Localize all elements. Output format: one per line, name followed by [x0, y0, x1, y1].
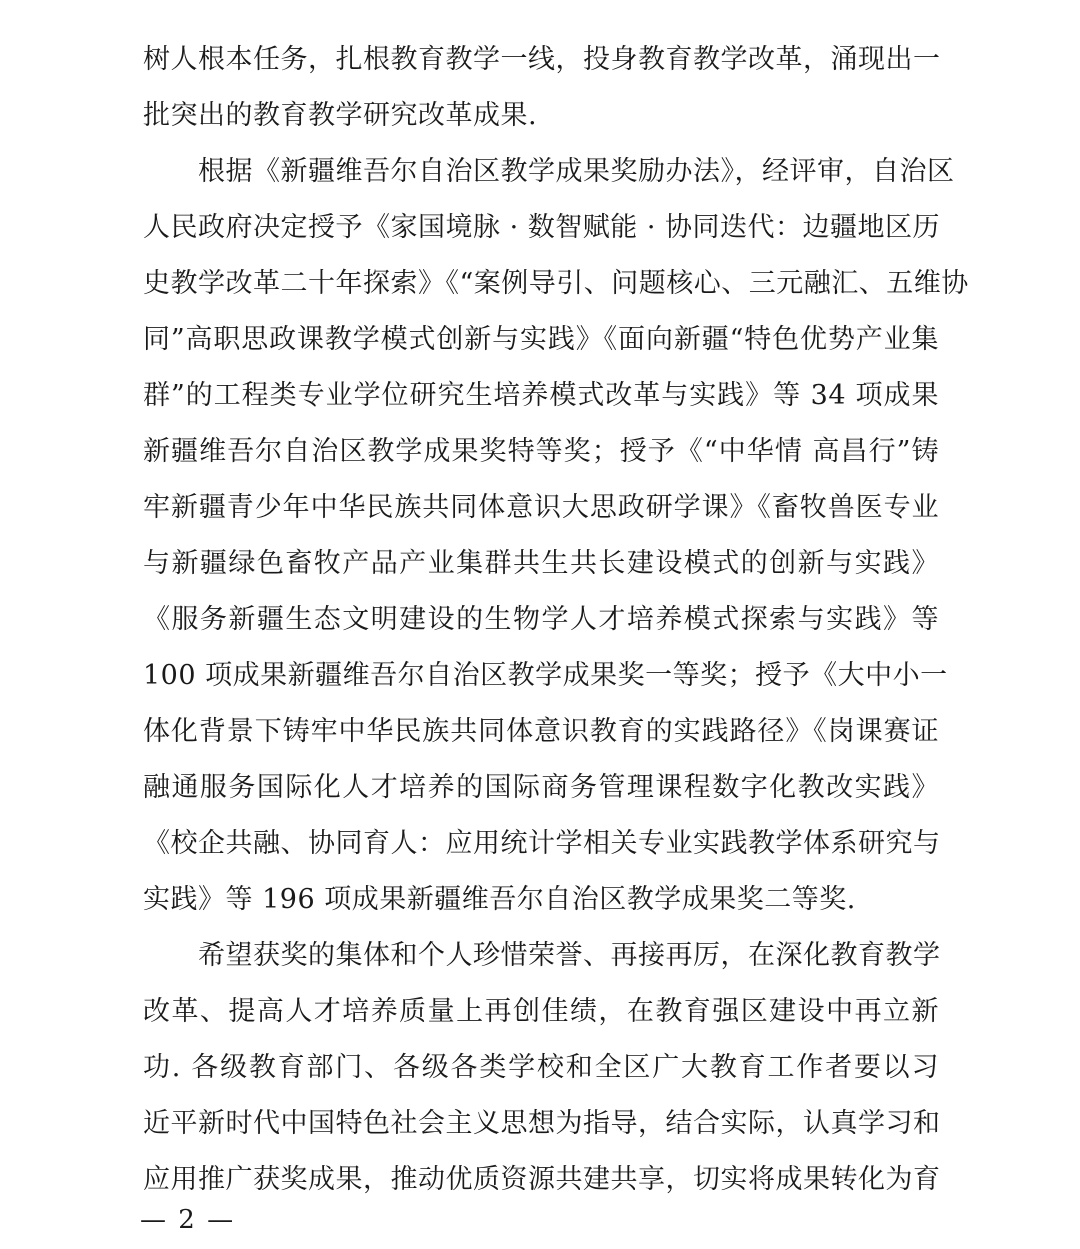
paragraph-2-line-3: 史教学改革二十年探索》《“案例导引、问题核心、三元融汇、五维协	[143, 268, 969, 299]
paragraph-2-line-6: 新疆维吾尔自治区教学成果奖特等奖；授予《“中华情 高昌行”铸	[143, 436, 939, 467]
paragraph-3-line-4: 近平新时代中国特色社会主义思想为指导，结合实际，认真学习和	[143, 1108, 941, 1139]
paragraph-1-line-1: 树人根本任务，扎根教育教学一线，投身教育教学改革，涌现出一	[143, 44, 941, 75]
paragraph-2-line-1: 根据《新疆维吾尔自治区教学成果奖励办法》，经评审，自治区	[198, 156, 955, 187]
paragraph-2-line-9: 《服务新疆生态文明建设的生物学人才培养模式探索与实践》等	[143, 604, 939, 635]
paragraph-1-line-2: 批突出的教育教学研究改革成果.	[143, 100, 538, 131]
paragraph-3-line-2: 改革、提高人才培养质量上再创佳绩，在教育强区建设中再立新	[143, 996, 939, 1027]
paragraph-3-line-5: 应用推广获奖成果，推动优质资源共建共享，切实将成果转化为育	[143, 1164, 941, 1195]
paragraph-2-line-4: 同”高职思政课教学模式创新与实践》《面向新疆“特色优势产业集	[143, 324, 939, 355]
paragraph-2-line-2: 人民政府决定授予《家国境脉 · 数智赋能 · 协同迭代：边疆地区历	[143, 212, 940, 243]
paragraph-2-line-14: 实践》等 196 项成果新疆维吾尔自治区教学成果奖二等奖.	[143, 884, 856, 915]
paragraph-3-line-1: 希望获奖的集体和个人珍惜荣誉、再接再厉，在深化教育教学	[198, 940, 941, 971]
paragraph-2-line-13: 《校企共融、协同育人：应用统计学相关专业实践教学体系研究与	[143, 828, 941, 859]
paragraph-2-line-8: 与新疆绿色畜牧产品产业集群共生共长建设模式的创新与实践》	[143, 548, 939, 579]
paragraph-2-line-10: 100 项成果新疆维吾尔自治区教学成果奖一等奖；授予《大中小一	[143, 660, 948, 691]
paragraph-2-line-12: 融通服务国际化人才培养的国际商务管理课程数字化教改实践》	[143, 772, 939, 803]
paragraph-2-line-11: 体化背景下铸牢中华民族共同体意识教育的实践路径》《岗课赛证	[143, 716, 939, 747]
page-number: — 2 —	[140, 1205, 236, 1235]
paragraph-3-line-3: 功. 各级教育部门、各级各类学校和全区广大教育工作者要以习	[143, 1052, 939, 1083]
paragraph-2-line-7: 牢新疆青少年中华民族共同体意识大思政研学课》《畜牧兽医专业	[143, 492, 939, 523]
paragraph-2-line-5: 群”的工程类专业学位研究生培养模式改革与实践》等 34 项成果	[143, 380, 939, 411]
